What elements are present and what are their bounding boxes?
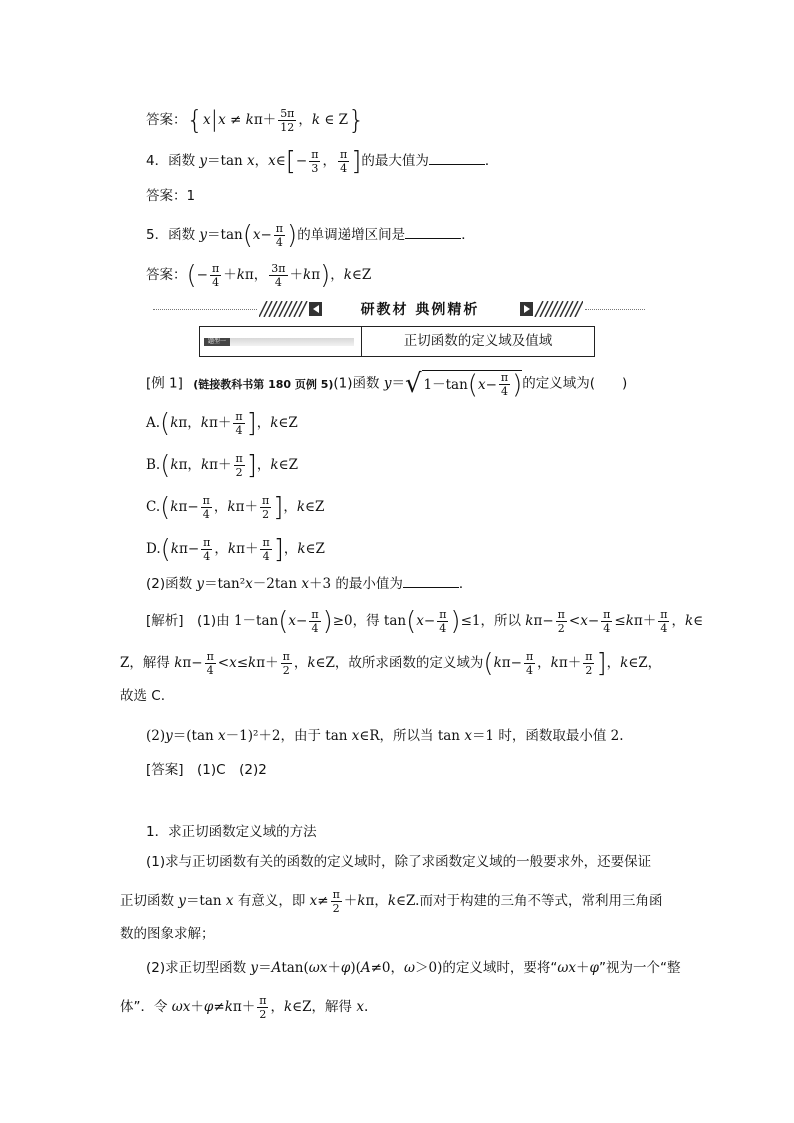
right-stripes-icon [519,301,583,317]
section-banner [153,301,645,317]
method-heading: 1．求正切函数定义域的方法 [146,824,317,840]
example-head: [例 1] [146,375,183,392]
question-5: 5．函数 y＝tan(x− $\frac{\pi}{4}$ )的单调递增区间是 ． [146,220,475,251]
method-p2-line1: (2)求正切型函数 y＝Atan(ωx＋φ)(A≠0，ω＞0)的定义域时，要将“ωx＋φ”视为一个“整 [146,960,681,976]
method-p1-line1: (1)求与正切函数有关的函数的定义域时，除了求函数定义域的一般要求外，还要保证 [146,854,652,870]
example-1-question: [例 1] (链接教科书第 180 页例 5)(1)函数 y＝ √ 1－tan ( x − $\frac{\pi}{4}$ ) 的定义域为( ) [146,369,628,400]
section-title-box [199,326,595,357]
option-b[interactable]: B.(kπ，kπ＋ $\frac{\pi}{2}$ ]，k∈Z [146,450,298,481]
banner-label: 研教材 典例精析 [360,302,480,318]
left-stripes-icon [259,301,323,317]
answer-3: 答案：{x|x ≠ kπ＋ $\frac{5\pi}{12}$ ，k ∈ Z} [146,105,365,136]
section-tag: 题型一 [204,338,230,346]
solution-part-2: (2)y＝(tan x－1)²＋2，由于 tan x∈R，所以当 tan x＝1 时，函数取最小值 2. [146,728,624,744]
option-c[interactable]: C.(kπ− $\frac{\pi}{4}$ ，kπ＋ $\frac{\pi}{2}$ ]，k∈Z [146,492,325,523]
answer-blank[interactable] [405,226,461,239]
option-a[interactable]: A.(kπ，kπ＋ $\frac{\pi}{4}$ ]，k∈Z [146,408,298,439]
answer-5: 答案：(− $\frac{\pi}{4}$ ＋kπ， $\frac{3\pi}{4}$ ＋kπ)，k∈Z [146,260,372,291]
method-p2-line2: 体”．令 ωx＋φ≠kπ＋ $\frac{\pi}{2}$ ，k∈Z，解得 x. [120,994,369,1021]
method-p1-line3: 数的图象求解； [120,926,215,942]
answer-blank[interactable] [429,152,485,165]
example-1-part-2: (2)函数 y＝tan²x－2tan x＋3 的最小值为 ． [146,576,473,592]
option-d[interactable]: D.(kπ− $\frac{\pi}{4}$ ，kπ＋ $\frac{\pi}{4}$ ]，k∈Z [146,534,325,565]
method-p1-line2: 正切函数 y＝tan x 有意义，即 x≠ $\frac{\pi}{2}$ ＋kπ，k∈Z.而对于构建的三角不等式，常利用三角函 [120,888,663,915]
solution-line-1: [解析] (1)由 1－tan(x− $\frac{\pi}{4}$ )≥0，得 tan(x− $\frac{\pi}{4}$ )≤1，所以 kπ− $\frac{\pi}{2}$ <x− $\frac{\pi}{4}$ ≤kπ＋ $\frac{\pi}{4}$ ，k∈ [146,606,704,637]
answer-line: [答案] (1)C (2)2 [146,762,267,778]
answer-blank[interactable] [403,575,459,588]
question-4: 4．函数 y＝tan x，x∈[− $\frac{\pi}{3}$ ， $\frac{\pi}{4}$ ]的最大值为 ． [146,146,499,177]
answer-3-prefix: 答案： [146,112,187,128]
solution-line-2: Z，解得 kπ− $\frac{\pi}{4}$ <x≤kπ＋ $\frac{\pi}{2}$ ，k∈Z，故所求函数的定义域为(kπ− $\frac{\pi}{4}$ ，kπ＋ $\frac{\pi}{2}$ ]，k∈Z， [120,648,662,679]
solution-line-3: 故选 C. [120,688,166,704]
section-title: 正切函数的定义域及值域 [403,333,553,349]
textbook-reference: (链接教科书第 180 页例 5) [193,377,334,391]
answer-4: 答案：1 [146,188,196,204]
